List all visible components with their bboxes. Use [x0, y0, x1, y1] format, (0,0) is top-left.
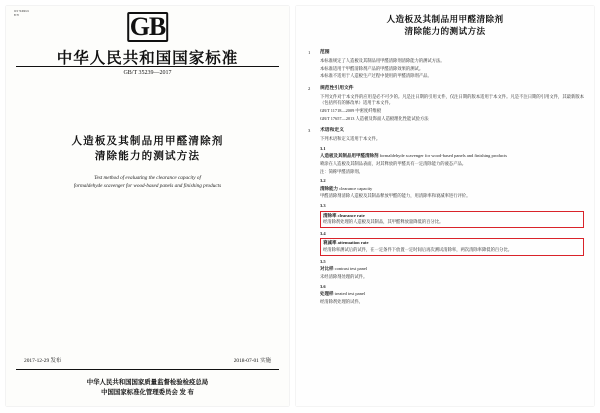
section-heading-1 — [308, 49, 584, 56]
cover-issuers — [6, 378, 289, 398]
issuer-publish-label: 发 布 — [179, 389, 194, 396]
standard-number: GB/T 35239—2017 — [123, 70, 172, 76]
term-name-cn: 人造板及其制品用甲醛清除剂 — [320, 153, 379, 159]
section-title: 规范性引用文件 — [320, 85, 354, 91]
section-number: 1 — [308, 50, 311, 55]
term-number-3-5: 3.5 — [320, 258, 326, 264]
content-header-line1: 人造板及其制品用甲醛清除剂 — [386, 14, 504, 24]
issue-date: 2017-12-29 发布 — [24, 358, 62, 364]
cover-top-metadata — [14, 10, 29, 17]
national-standard-title: 中华人民共和国国家标准 — [56, 50, 239, 67]
section-2-reference-1: GB/T 11718—2009 中密度纤维板 — [320, 107, 382, 113]
term-name-cn: 清除率 — [323, 212, 337, 218]
implement-date: 2018-07-01 实施 — [233, 358, 271, 364]
term-definition-3-5: 未经清除剂处理的试件。 — [320, 274, 368, 280]
section-2-reference-2: GB/T 17657—2013 人造板及饰面人造板理化性能试验方法 — [320, 115, 429, 121]
highlight-box-term-3-3 — [320, 211, 584, 228]
standard-cover-page — [6, 6, 289, 406]
content-header-line2: 清除能力的测试方法 — [404, 26, 486, 36]
term-definition-3-2: 甲醛清除剂清除人造板及其制品释放甲醛的能力，用清除率和衰减率进行评价。 — [320, 193, 471, 199]
term-name-cn: 对比样 — [320, 266, 334, 272]
term-name-3-2 — [320, 186, 584, 193]
cover-divider-top — [16, 66, 279, 67]
section-title: 范围 — [320, 50, 330, 55]
section-number: 2 — [308, 85, 311, 91]
section-1-paragraph-3: 本标准不适用于人造板生产过程中使用的甲醛清除剂产品。 — [320, 73, 432, 79]
cover-english-title-line1: Test method of evaluating the clearance capacity of — [94, 175, 201, 181]
section-2-paragraph-1: 下列文件对于本文件的应用是必不可少的。凡是注日期的引用文件，仅注日期的版本适用于本文件。凡是不注日期的引用文件，其最新版本（包括所有的修改单）适用于本文件。 — [320, 93, 584, 106]
term-number-3-4: 3.4 — [320, 230, 326, 236]
term-number-3-3: 3.3 — [320, 202, 326, 208]
term-number-3-6: 3.6 — [320, 283, 326, 289]
term-name-en: clearance capacity — [339, 185, 373, 191]
term-name-en: contrast test panel — [334, 266, 368, 272]
term-name-3-5 — [320, 266, 584, 273]
term-number-3-1: 3.1 — [320, 145, 326, 151]
highlight-box-term-3-4 — [320, 238, 584, 255]
term-definition-3-1: 喷涂在人造板及其制品表面，对其释放的甲醛具有一定清除能力的液态产品。 — [320, 160, 467, 166]
cover-english-title — [6, 174, 289, 190]
term-definition-3-3: 经清除剂处理的人造板及其制品，其甲醛释放量降低的百分比。 — [323, 219, 444, 225]
term-number-3-2: 3.2 — [320, 178, 326, 184]
cover-dates — [6, 356, 289, 364]
cover-main-title — [6, 134, 289, 164]
term-name-cn: 清除能力 — [320, 185, 338, 191]
term-name-3-1 — [320, 153, 584, 160]
content-body — [308, 44, 584, 305]
issuer-line1: 中华人民共和国国家质量监督检验检疫总局 — [86, 379, 209, 386]
term-name-cn: 衰减率 — [323, 240, 337, 246]
cover-divider-bottom — [16, 369, 279, 370]
section-1-paragraph-2: 本标准适用于甲醛清除剂产品的甲醛清除效果的测试。 — [320, 65, 424, 71]
cover-title-line1: 人造板及其制品用甲醛清除剂 — [71, 136, 224, 147]
cover-title-line2: 清除能力的测试方法 — [94, 151, 201, 162]
section-title: 术语和定义 — [320, 128, 344, 134]
term-name-en: treated test panel — [334, 291, 366, 297]
cover-english-title-line2: formaldehyde scavenger for wood-based panels and finishing products — [73, 183, 222, 189]
section-heading-2 — [308, 85, 584, 92]
classification-code: B 70 — [14, 13, 19, 17]
term-name-en: clearance rate — [337, 212, 365, 218]
section-number: 3 — [308, 128, 311, 134]
term-name-3-6 — [320, 291, 584, 298]
term-name-en: formaldehyde scavenger for wood-based panels and finishing products — [379, 153, 507, 159]
ics-code: ICS 79.060.01 — [14, 10, 30, 13]
standard-content-page — [296, 6, 594, 406]
term-definition-3-6: 经清除剂处理的试件。 — [320, 298, 363, 304]
issuer-line2: 中国国家标准化管理委员会 — [101, 389, 178, 396]
section-heading-3 — [308, 127, 584, 134]
content-page-header — [296, 13, 594, 37]
term-name-en: attenuation rate — [337, 240, 369, 246]
term-definition-3-4: 经清除率测试后的试件，在一定条件下放置一定时间后再次测试清除率，两次清除率降低的百分比。 — [323, 247, 513, 253]
gb-logo-text: GB — [127, 12, 169, 42]
term-name-cn: 处理样 — [320, 291, 334, 297]
section-1-paragraph-1: 本标准规定了人造板及其制品用甲醛清除剂清除能力的测试方法。 — [320, 58, 445, 63]
section-3-paragraph-1: 下列术语和定义适用于本文件。 — [320, 136, 381, 142]
term-note-3-1: 注：简称甲醛清除剂。 — [320, 168, 363, 174]
gb-logo — [127, 12, 169, 42]
